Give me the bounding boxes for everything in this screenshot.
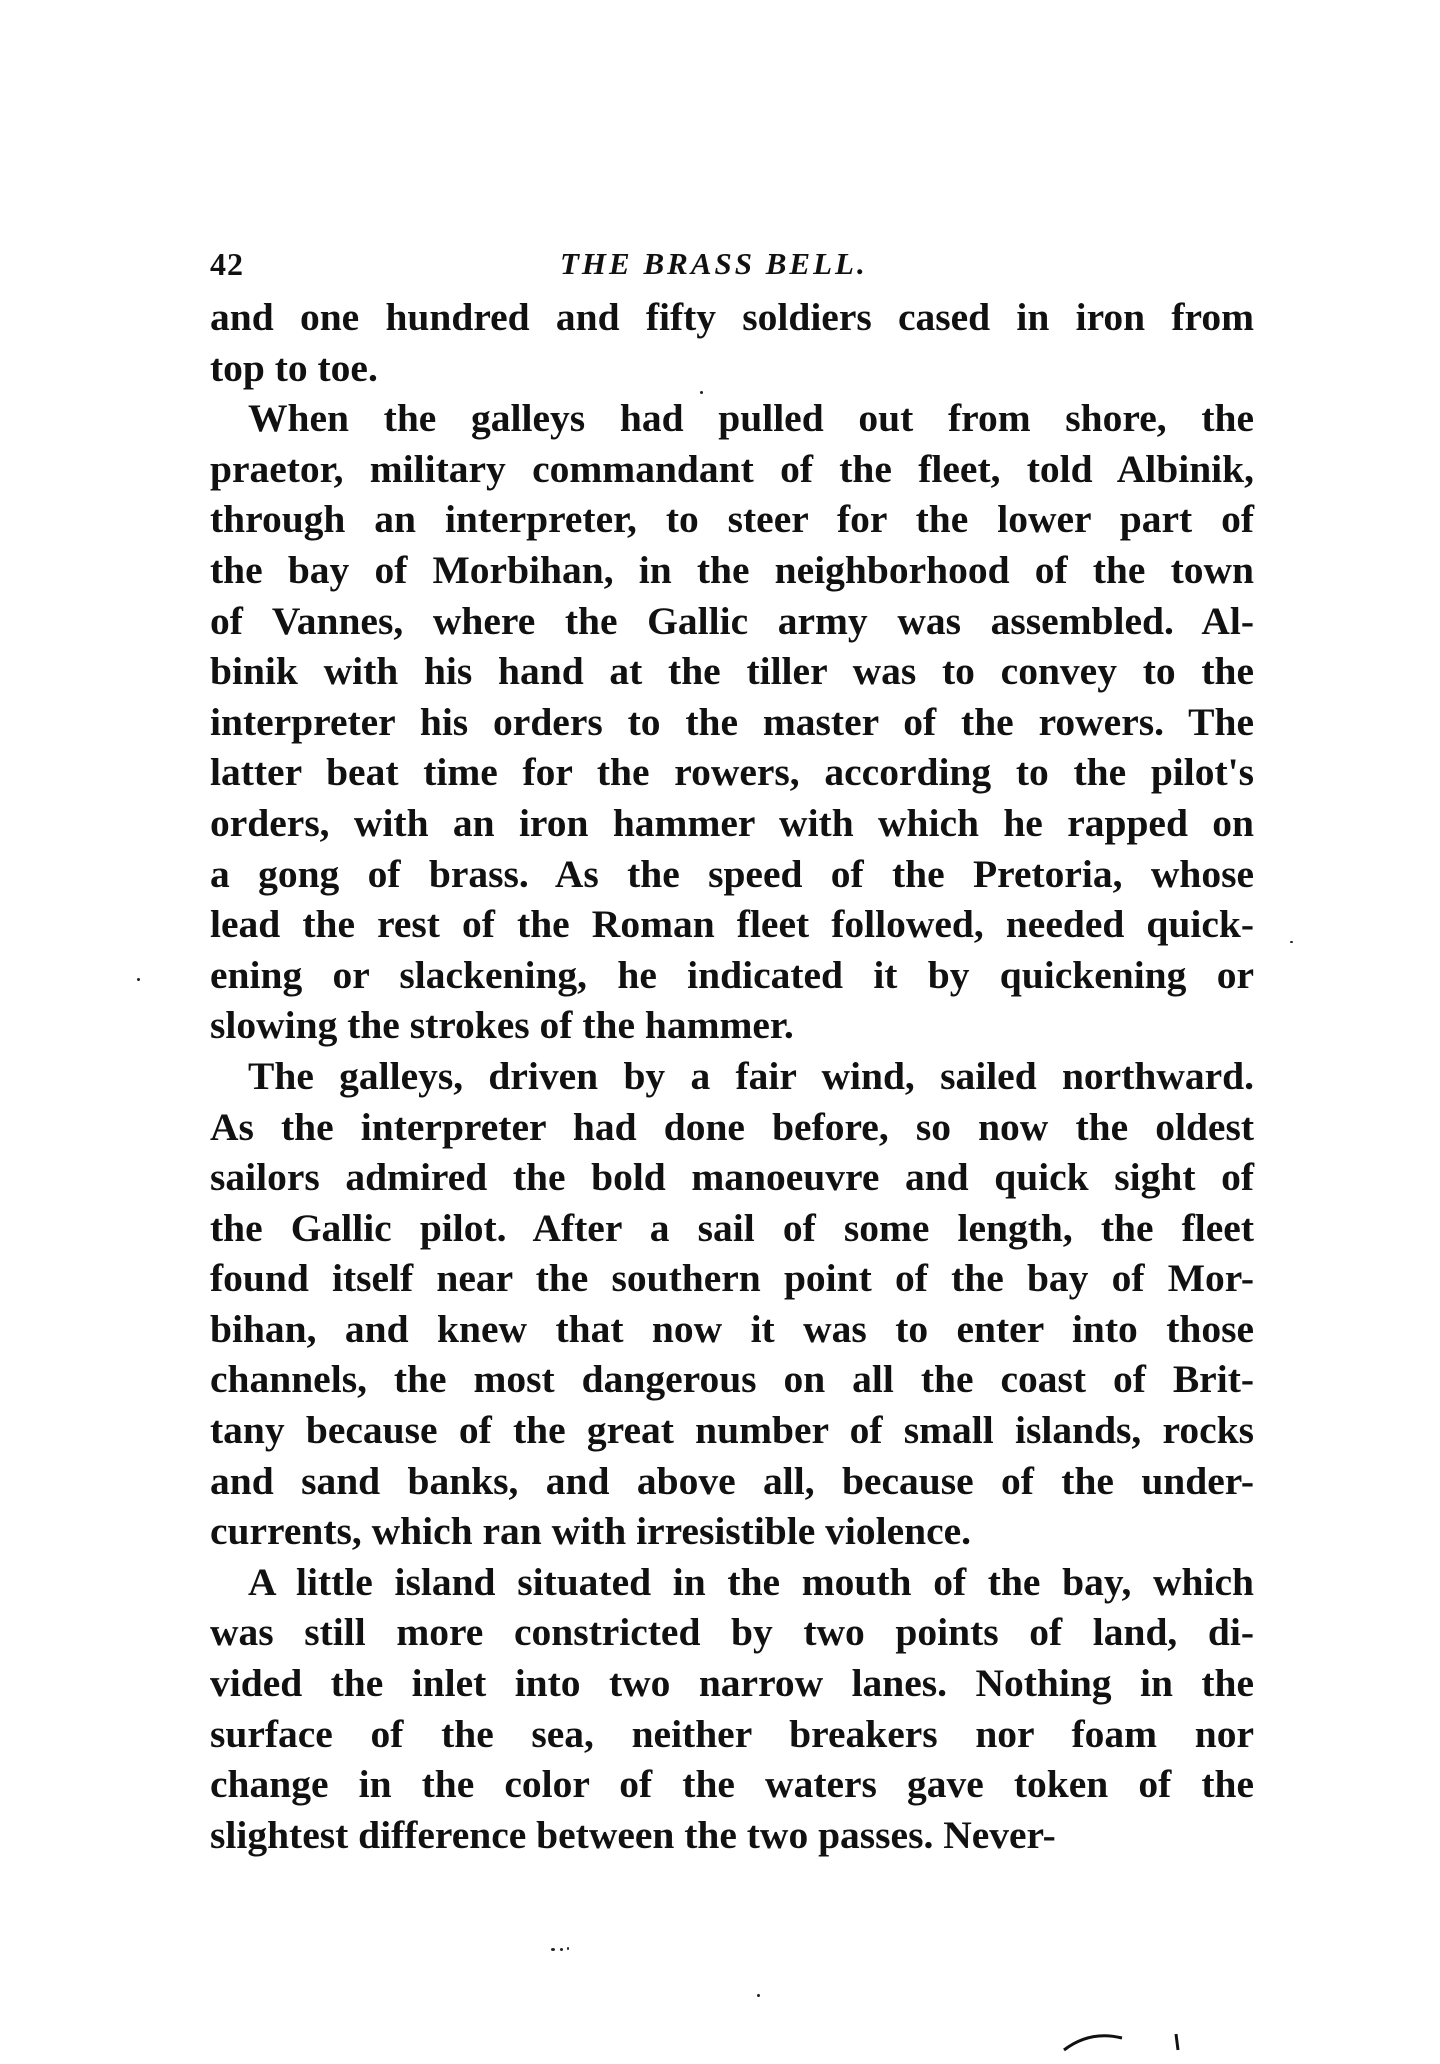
body-text bbox=[210, 292, 1254, 1860]
ink-speck bbox=[567, 1947, 569, 1950]
text-line: through an interpreter, to steer for the lower part of bbox=[210, 497, 1254, 542]
text-line: When the galleys had pulled out from shore, the bbox=[248, 396, 1254, 441]
text-line: and sand banks, and above all, because of the under- bbox=[210, 1458, 1254, 1503]
text-line: of Vannes, where the Gallic army was assembled. Al- bbox=[210, 598, 1254, 643]
text-line: orders, with an iron hammer with which he rapped on bbox=[210, 800, 1254, 845]
text-line: the Gallic pilot. After a sail of some length, the fleet bbox=[210, 1205, 1254, 1250]
text-line: a gong of brass. As the speed of the Pretoria, whose bbox=[210, 851, 1254, 896]
text-line: top to toe. bbox=[210, 345, 378, 390]
text-line: lead the rest of the Roman fleet followed, needed quick- bbox=[210, 902, 1254, 947]
text-line: sailors admired the bold manoeuvre and quick sight of bbox=[210, 1155, 1254, 1200]
text-line: As the interpreter had done before, so now the oldest bbox=[210, 1104, 1254, 1149]
text-line: binik with his hand at the tiller was to convey to the bbox=[210, 649, 1254, 694]
text-line: vided the inlet into two narrow lanes. Nothing in the bbox=[210, 1661, 1254, 1706]
text-line: currents, which ran with irresistible violence. bbox=[210, 1509, 972, 1554]
ink-speck bbox=[560, 1948, 563, 1951]
ink-speck bbox=[757, 1994, 760, 1997]
text-line: A little island situated in the mouth of the bay, which bbox=[248, 1559, 1254, 1604]
ink-speck bbox=[700, 391, 703, 394]
text-line: and one hundred and fifty soldiers cased in iron from bbox=[210, 295, 1254, 339]
text-line: found itself near the southern point of the bay of Mor- bbox=[210, 1256, 1254, 1301]
page-number: 42 bbox=[210, 246, 244, 282]
text-line: praetor, military commandant of the fleet, told Albinik, bbox=[210, 446, 1254, 491]
text-line: slightest difference between the two passes. Never- bbox=[210, 1812, 1056, 1857]
text-line: interpreter his orders to the master of the rowers. The bbox=[210, 699, 1254, 744]
text-line: ening or slackening, he indicated it by quickening or bbox=[210, 952, 1254, 997]
text-line: tany because of the great number of small islands, rocks bbox=[210, 1408, 1254, 1453]
ink-speck bbox=[137, 978, 140, 981]
text-line: latter beat time for the rowers, according to the pilot's bbox=[210, 750, 1254, 795]
text-line: change in the color of the waters gave token of the bbox=[210, 1762, 1254, 1807]
text-line: channels, the most dangerous on all the coast of Brit- bbox=[210, 1357, 1254, 1402]
ink-speck bbox=[551, 1948, 555, 1951]
running-head bbox=[210, 246, 1250, 296]
running-title: THE BRASS BELL. bbox=[560, 246, 868, 281]
text-line: surface of the sea, neither breakers nor foam nor bbox=[210, 1711, 1254, 1756]
cropped-bottom-mark bbox=[1060, 2024, 1200, 2064]
text-line: The galleys, driven by a fair wind, sailed northward. bbox=[248, 1053, 1254, 1098]
text-line: bihan, and knew that now it was to enter into those bbox=[210, 1306, 1254, 1351]
text-line: was still more constricted by two points of land, di- bbox=[210, 1610, 1254, 1655]
ink-speck bbox=[1290, 941, 1293, 943]
text-line: slowing the strokes of the hammer. bbox=[210, 1003, 794, 1048]
text-line: the bay of Morbihan, in the neighborhood of the town bbox=[210, 547, 1254, 592]
